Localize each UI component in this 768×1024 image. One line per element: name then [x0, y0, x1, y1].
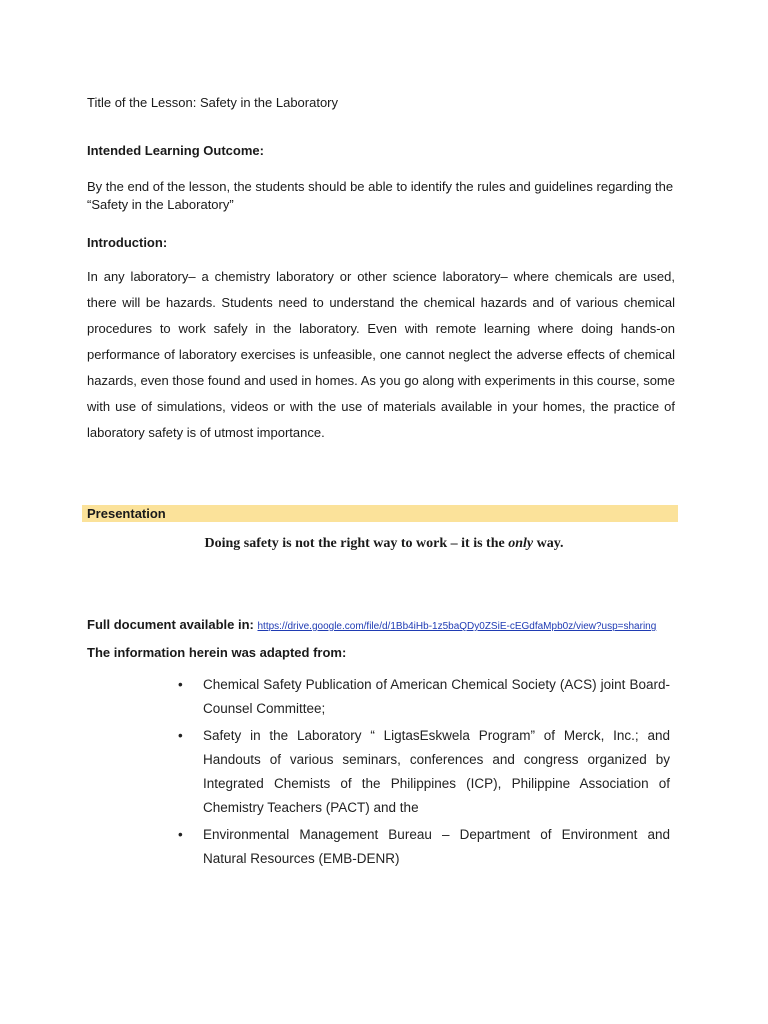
full-document-line: [87, 617, 656, 635]
presentation-section-bar: [82, 505, 678, 522]
introduction-paragraph: In any laboratory– a chemistry laboratory or other science laboratory– where chemicals are used, there will be hazards. Students need to understand the chemical hazards and of various chemical procedures to work safely in the laboratory. Even with remote learning where doing hands-on performance of laboratory exercises is unfeasible, one cannot neglect the adverse effects of chemical hazards, even those found and used in homes. As you go along with experiments in this course, some with use of simulations, videos or with the use of materials available in your homes, the practice of laboratory safety is of utmost importance.: [87, 269, 675, 440]
introduction-heading: Introduction:: [87, 235, 168, 250]
lesson-title-value: Safety in the Laboratory: [199, 95, 339, 110]
full-document-link[interactable]: https://drive.google.com/file/d/1Bb4iHb-1z5baQDy0ZSiE-cEGdfaMpb0z/view?usp=sharing: [257, 621, 657, 632]
quote-part-2: way.: [533, 536, 564, 551]
source-text: Chemical Safety Publication of American Chemical Society (ACS) joint Board-Counsel Committee;: [203, 677, 670, 716]
outcome-text-line-2: “Safety in the Laboratory”: [87, 197, 234, 212]
quote-part-1: Doing safety is not the right way to work – it is the: [204, 536, 509, 551]
lesson-title: [87, 95, 338, 111]
safety-quote: [0, 536, 768, 552]
list-item: [178, 823, 670, 871]
presentation-label: Presentation: [87, 506, 166, 521]
bullet-icon: •: [178, 677, 183, 692]
list-item: [178, 673, 670, 721]
sources-list: [178, 673, 670, 874]
quote-emphasis: only: [508, 536, 534, 551]
lesson-title-label: Title of the Lesson:: [87, 95, 200, 110]
list-item: [178, 724, 670, 820]
adapted-from-heading: The information herein was adapted from:: [87, 645, 347, 660]
bullet-icon: •: [178, 827, 183, 842]
outcome-text-line-1: By the end of the lesson, the students should be able to identify the rules and guidelines regarding the: [87, 179, 674, 194]
full-document-label: Full document available in:: [87, 617, 258, 632]
source-text: Environmental Management Bureau – Department of Environment and Natural Resources (EMB-DENR): [203, 827, 670, 866]
bullet-icon: •: [178, 728, 183, 743]
outcome-heading: Intended Learning Outcome:: [87, 143, 264, 158]
source-text: Safety in the Laboratory “ LigtasEskwela Program” of Merck, Inc.; and Handouts of various seminars, conferences and congress organized by Integrated Chemists of the Philippines (ICP), Philippine Association of Chemistry Teachers (PACT) and the: [203, 728, 670, 815]
